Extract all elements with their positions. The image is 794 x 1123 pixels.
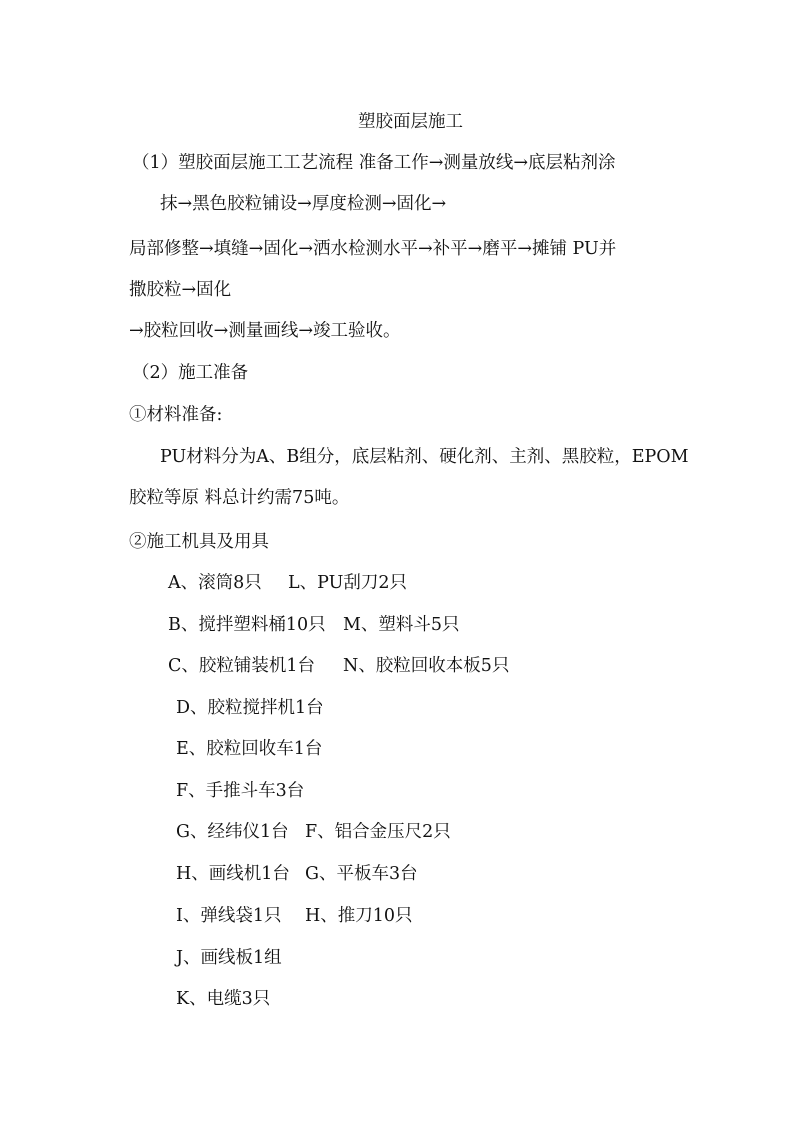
section-heading-preparation: （2）施工准备	[132, 363, 249, 383]
tool-item: A、滚筒8只	[168, 573, 262, 593]
paragraph-process-heading: （1）塑胶面层施工工艺流程 准备工作→测量放线→底层粘剂涂	[132, 153, 616, 173]
paragraph-materials-line-1: PU材料分为A、B组分，底层粘剂、硬化剂、主剂、黑胶粒，EPOM	[160, 447, 689, 467]
tool-item: M、塑料斗5只	[343, 615, 460, 635]
tool-item: B、搅拌塑料桶10只	[168, 615, 326, 635]
tool-item: J、画线板1组	[176, 948, 282, 968]
paragraph-process-line-5: →胶粒回收→测量画线→竣工验收。	[129, 321, 401, 341]
tool-item: F、手推斗车3台	[176, 781, 305, 801]
tool-item: I、弹线袋1只	[176, 906, 282, 926]
tool-item: G、平板车3台	[305, 864, 418, 884]
subheading-tools: ②施工机具及用具	[129, 532, 269, 552]
paragraph-process-line-2: 抹→黑色胶粒铺设→厚度检测→固化→	[160, 194, 447, 214]
tool-item: L、PU刮刀2只	[288, 573, 407, 593]
tool-item: K、电缆3只	[176, 989, 271, 1009]
tool-item: H、推刀10只	[305, 906, 413, 926]
paragraph-process-line-3: 局部修整→填缝→固化→洒水检测水平→补平→磨平→摊铺 PU并	[129, 239, 617, 259]
paragraph-materials-line-2: 胶粒等原 料总计约需75吨。	[129, 488, 350, 508]
tool-item: G、经纬仪1台	[176, 822, 289, 842]
tool-item: E、胶粒回收车1台	[176, 739, 323, 759]
tool-item: C、胶粒铺装机1台	[168, 656, 316, 676]
paragraph-process-line-4: 撒胶粒→固化	[129, 280, 232, 300]
tool-item: F、铝合金压尺2只	[305, 822, 451, 842]
document-title: 塑胶面层施工	[358, 112, 463, 132]
tool-item: N、胶粒回收本板5只	[343, 656, 510, 676]
subheading-materials: ①材料准备:	[129, 405, 223, 425]
tool-item: D、胶粒搅拌机1台	[176, 698, 324, 718]
tool-item: H、画线机1台	[176, 864, 290, 884]
